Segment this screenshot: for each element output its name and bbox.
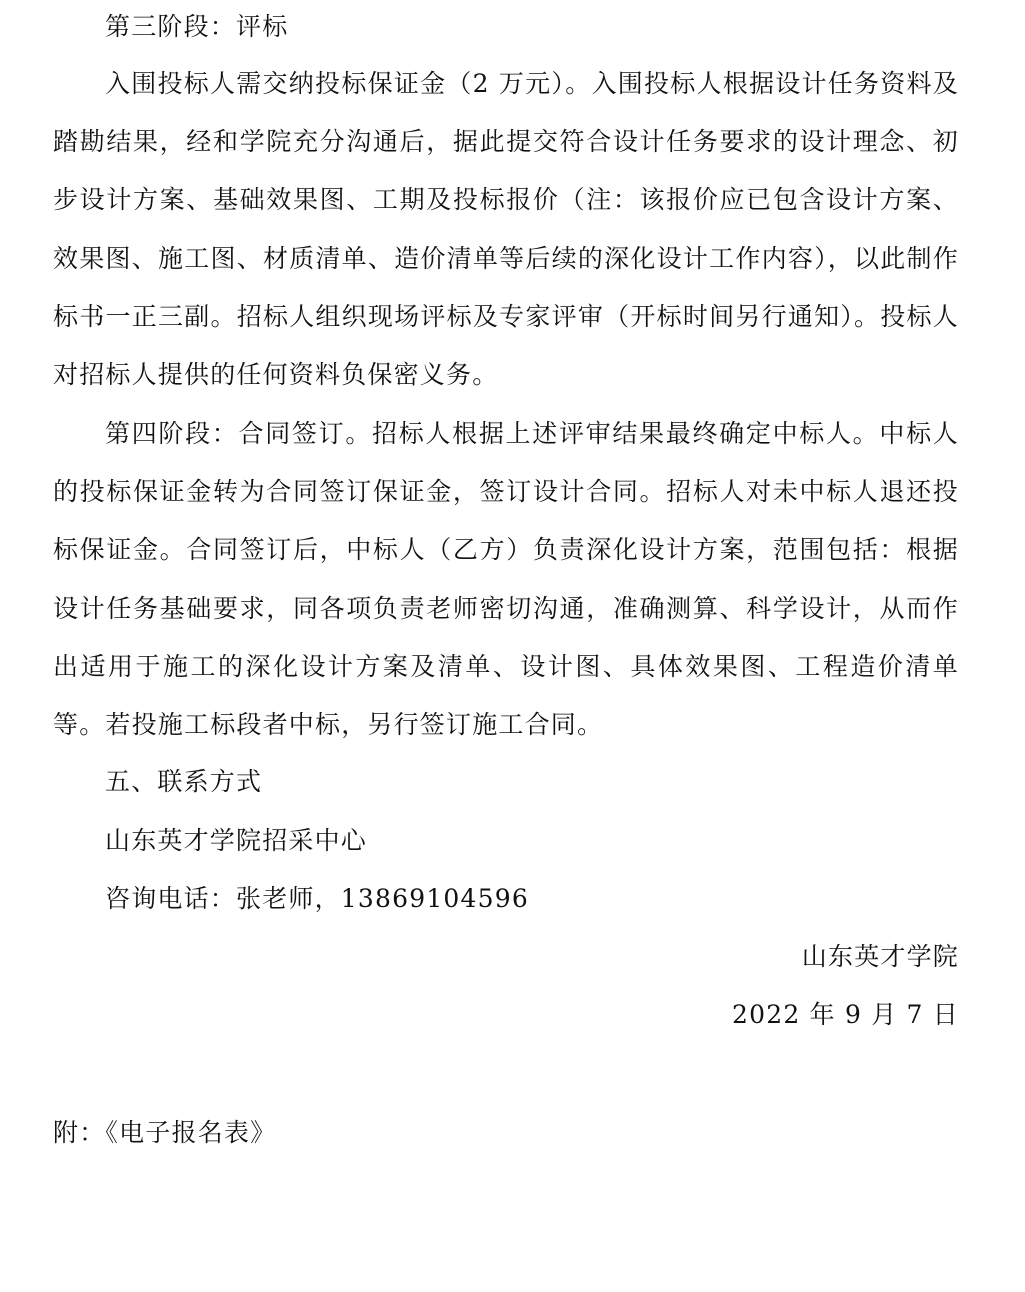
contact-section-heading: 五、联系方式: [105, 767, 263, 796]
signature-organization: 山东英才学院: [801, 942, 959, 971]
signature-date: 2022 年 9 月 7 日: [732, 1000, 959, 1029]
stage3-heading: 第三阶段：评标: [105, 12, 289, 41]
stage4-paragraph: 第四阶段：合同签订。招标人根据上述评审结果最终确定中标人。中标人的投标保证金转为合同签订保证金，签订设计合同。招标人对未中标人退还投标保证金。合同签订后，中标人（乙方）负责深化设计方案，范围包括：根据设计任务基础要求，同各项负责老师密切沟通，准确测算、科学设计，从而作出适用于施工的深化设计方案及清单、设计图、具体效果图、工程造价清单等。若投施工标段者中标，另行签订施工合同。: [53, 419, 959, 740]
contact-phone: 咨询电话：张老师，13869104596: [105, 884, 529, 913]
stage3-paragraph: 入围投标人需交纳投标保证金（2 万元）。入围投标人根据设计任务资料及踏勘结果，经和学院充分沟通后，据此提交符合设计任务要求的设计理念、初步设计方案、基础效果图、工期及投标报价（注：该报价应已包含设计方案、效果图、施工图、材质清单、造价清单等后续的深化设计工作内容），以此制作标书一正三副。招标人组织现场评标及专家评审（开标时间另行通知）。投标人对招标人提供的任何资料负保密义务。: [53, 69, 959, 390]
contact-organization: 山东英才学院招采中心: [105, 826, 368, 855]
attachment-note: 附：《电子报名表》: [53, 1118, 277, 1147]
